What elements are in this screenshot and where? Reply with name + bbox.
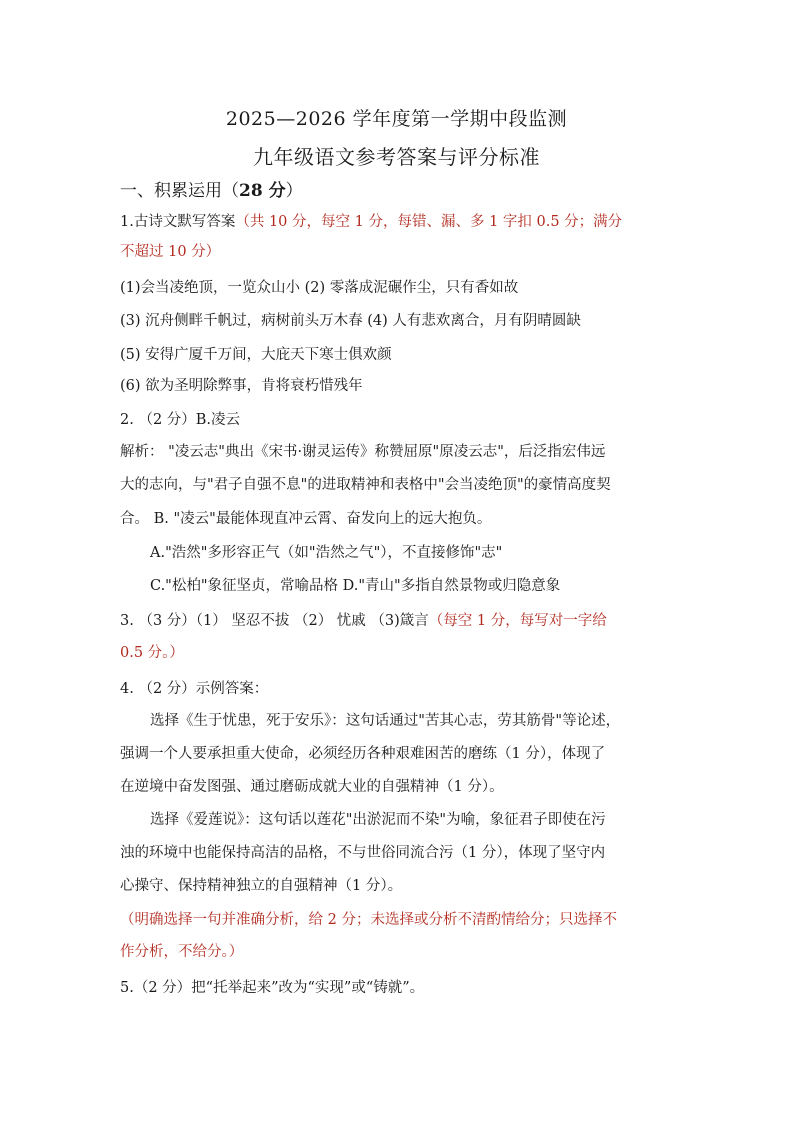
q3-scoring-note-cont: 0.5 分。） [120,645,184,661]
q4-example-b: 心操守、保持精神独立的自强精神（1 分）。 [120,878,403,894]
q2-heading: 2. （2 分）B.凌云 [120,412,241,428]
q1-scoring-note-cont: 不超过 10 分） [120,244,221,260]
q2-option-note: C."松柏"象征坚贞，常喻品格 D."青山"多指自然景物或归隐意象 [150,578,561,594]
q4-heading: 4. （2 分）示例答案： [120,681,269,697]
q2-analysis: 合。 B. "凌云"最能体现直冲云霄、奋发向上的远大抱负。 [120,511,492,527]
q4-example-a: 强调一个人要承担重大使命，必须经历各种艰难困苦的磨练（1 分），体现了 [120,746,606,762]
q4-scoring-note: （明确选择一句并准确分析，给 2 分；未选择或分析不清酌情给分；只选择不 [120,912,617,928]
q1-heading: 1.古诗文默写答案（共 10 分，每空 1 分，每错、漏、多 1 字扣 0.5 分；满分 [120,214,623,230]
section-heading: 一、积累运用（28 分） [120,181,303,201]
document-subtitle: 九年级语文参考答案与评分标准 [253,145,540,169]
q4-example-b: 选择《爱莲说》：这句话以莲花"出淤泥而不染"为喻，象征君子即使在污 [150,812,606,828]
q1-answer: (1)会当凌绝顶，一览众山小 (2) 零落成泥碾作尘，只有香如故 [120,280,519,296]
q1-answer: (5) 安得广厦千万间，大庇天下寒士俱欢颜 [120,347,392,363]
q5-answer: 5.（2 分）把“托举起来”改为“实现”或“铸就”。 [120,980,425,996]
q1-answer: (3) 沉舟侧畔千帆过，病树前头万木春 (4) 人有悲欢离合，月有阴晴圆缺 [120,313,581,329]
q4-example-a: 选择《生于忧患，死于安乐》：这句话通过"苦其心志，劳其筋骨"等论述， [150,713,621,729]
q2-analysis: 大的志向，与"君子自强不息"的进取精神和表格中"会当凌绝顶"的豪情高度契 [120,477,611,493]
q3-heading: 3. （3 分）（1） 坚忍不拔 （2） 忧戚 （3)箴言（每空 1 分，每写对一字给 [120,613,607,629]
q1-answer: (6) 欲为圣明除弊事，肯将衰朽惜残年 [120,378,363,394]
document-title: 2025—2026 学年度第一学期中段监测 [225,108,568,130]
q4-scoring-note: 作分析，不给分。） [120,944,244,960]
section-score: 28 分 [239,181,286,201]
q2-option-note: A."浩然"多形容正气（如"浩然之气"），不直接修饰"志" [150,545,503,561]
q4-example-b: 浊的环境中也能保持高洁的品格，不与世俗同流合污（1 分），体现了坚守内 [120,845,606,861]
q2-analysis: 解析： "凌云志"典出《宋书·谢灵运传》称赞屈原"原凌云志"，后泛指宏伟远 [120,444,606,460]
q4-example-a: 在逆境中奋发图强、通过磨砺成就大业的自强精神（1 分）。 [120,779,504,795]
q3-scoring-note: （每空 1 分，每写对一字给 [428,613,607,629]
q1-scoring-note: （共 10 分，每空 1 分，每错、漏、多 1 字扣 0.5 分；满分 [235,214,623,230]
